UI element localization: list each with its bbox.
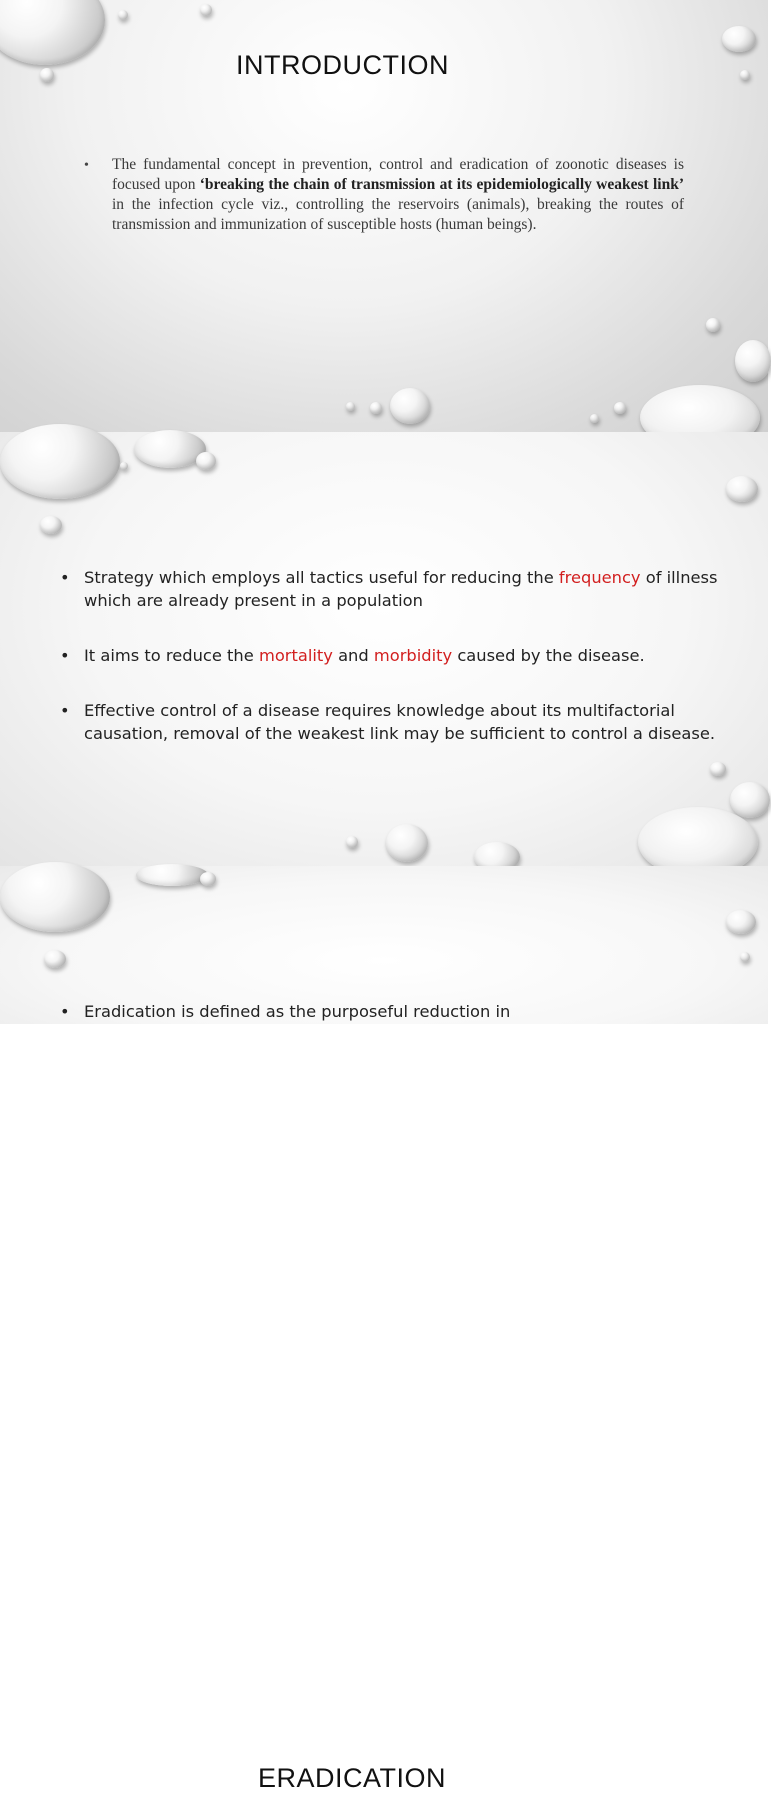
bullet-text: and [332, 646, 374, 665]
intro-text-part: in the infection cycle viz., controlling the reservoirs (animals), breaking the routes of transmission and immunization of susceptible hosts (human beings). [112, 196, 684, 233]
water-drop-decoration [370, 402, 382, 414]
slide-title: INTRODUCTION [236, 50, 449, 80]
water-drop-decoration [200, 4, 212, 16]
water-drop-decoration [0, 0, 105, 65]
water-drop-decoration [346, 402, 355, 411]
water-drop-decoration [196, 452, 216, 470]
water-drop-decoration [44, 950, 66, 968]
slide-eradication [0, 866, 768, 1793]
bullet-text: of illness which are already present in a population [84, 568, 718, 610]
water-drop-decoration [346, 836, 358, 848]
bullet-text: Strategy which employs all tactics useful for reducing the [84, 568, 559, 587]
list-item [60, 566, 720, 612]
water-drop-decoration [386, 824, 428, 862]
eradication-bullet: • Eradication is defined as the purposeful reduction in [60, 1000, 744, 1023]
slide-title: ERADICATION [258, 1763, 447, 1793]
highlight-word: morbidity [373, 646, 453, 665]
list-item [60, 699, 720, 745]
water-drop-decoration [590, 414, 599, 423]
water-drop-decoration [614, 402, 626, 414]
bullet-text: caused by the disease. [452, 646, 645, 665]
water-drop-decoration [722, 26, 756, 52]
intro-text-part: The fundamental concept in prevention, control and eradication of zoonotic diseases is focused upon [112, 156, 684, 193]
water-drop-decoration [40, 516, 62, 534]
water-drop-decoration [726, 476, 758, 502]
water-drop-decoration [390, 388, 430, 424]
water-drop-decoration [118, 10, 128, 20]
water-drop-decoration [120, 462, 128, 470]
intro-paragraph [112, 155, 684, 235]
water-drop-decoration [735, 340, 771, 382]
intro-text-bold: ‘breaking the chain of transmission at its epidemiologically weakest link’ [199, 176, 684, 193]
water-drop-decoration [40, 68, 54, 82]
highlight-word: mortality [258, 646, 333, 665]
water-drop-decoration [726, 910, 756, 934]
water-drop-decoration [730, 782, 770, 818]
bullet-text: It aims to reduce the [84, 646, 259, 665]
water-drop-decoration [740, 952, 750, 962]
water-drop-decoration [0, 424, 120, 499]
water-drop-decoration [740, 70, 750, 80]
water-drop-decoration [0, 862, 110, 932]
bullet-marker: • [84, 158, 89, 173]
slide-introduction [0, 0, 768, 432]
slide-control [0, 432, 768, 866]
water-drop-decoration [706, 318, 720, 332]
water-drop-decoration [200, 872, 216, 886]
highlight-word: frequency [558, 568, 641, 587]
bullet-text: Effective control of a disease requires knowledge about its multifactorial causation, removal of the weakest link may be sufficient to control a disease. [84, 701, 716, 743]
list-item [60, 644, 720, 667]
control-bullet-list [60, 566, 720, 777]
water-drop-decoration [136, 864, 208, 886]
